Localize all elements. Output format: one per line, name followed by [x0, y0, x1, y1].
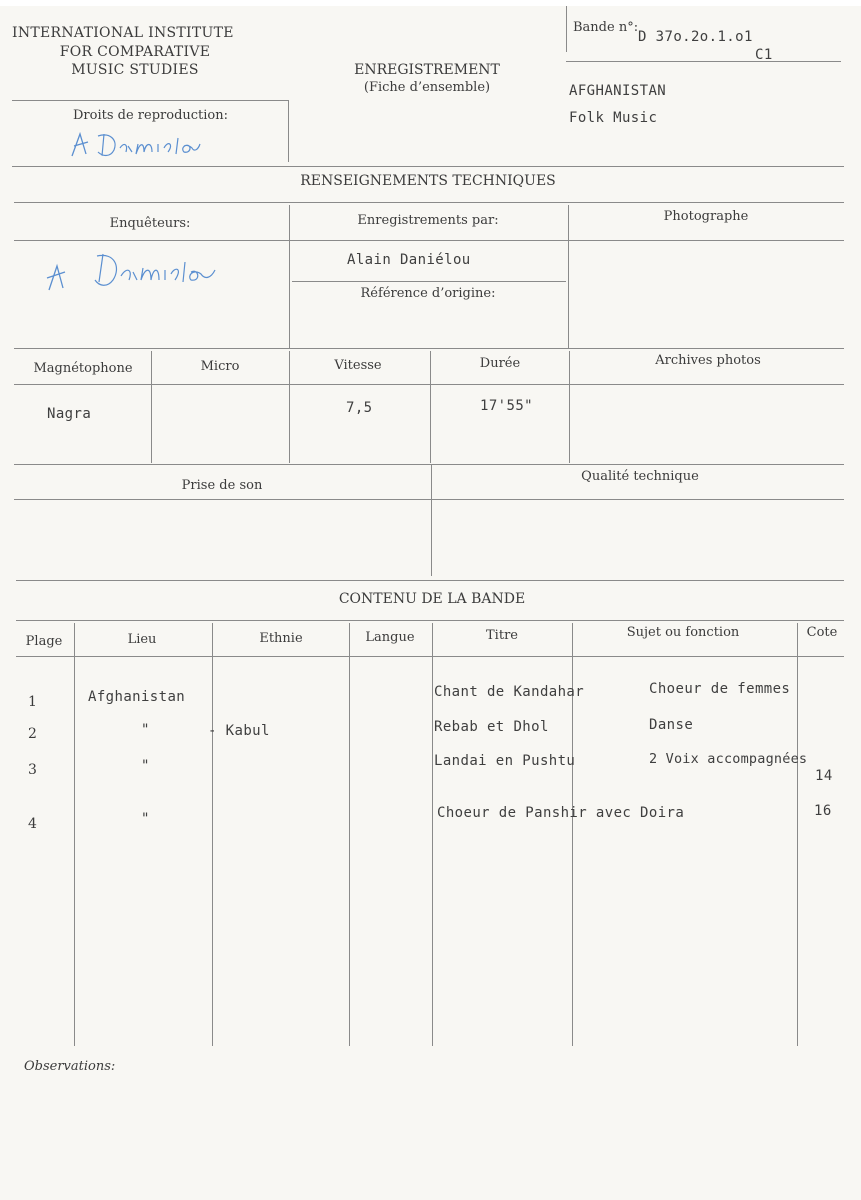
enregistrements-value: Alain Daniélou	[347, 252, 471, 268]
contents-title-rule	[16, 620, 844, 621]
row-3-lieu: "	[141, 758, 150, 774]
prise-header-rule	[14, 499, 844, 500]
row-3-sujet: 2 Voix accompagnées	[649, 751, 808, 767]
observations-label: Observations:	[24, 1059, 116, 1074]
duree-value: 17'55"	[480, 398, 533, 414]
vitesse-value: 7,5	[346, 400, 373, 416]
mag-bottom-rule	[14, 464, 844, 465]
row-3-plage: 3	[28, 762, 37, 778]
row-4-cote: 16	[814, 803, 832, 819]
contents-header-rule	[16, 656, 844, 657]
form-title: ENREGISTREMENT	[354, 62, 500, 78]
rights-label: Droits de reproduction:	[73, 108, 229, 123]
contents-col-1	[74, 623, 75, 1046]
genre-value: Folk Music	[569, 110, 658, 126]
institute-line-2: FOR COMPARATIVE	[59, 44, 211, 60]
index-card	[0, 6, 861, 1200]
column-header-titre: Titre	[486, 628, 518, 643]
enregistrements-label: Enregistrements par:	[357, 213, 499, 228]
prise-col	[431, 464, 432, 576]
row-2-lieu: "	[141, 722, 150, 738]
row-3-titre: Landai en Pushtu	[434, 753, 576, 769]
header-divider	[12, 166, 844, 167]
row-1-plage: 1	[28, 694, 37, 710]
row-3-cote: 14	[815, 768, 833, 784]
micro-label: Micro	[200, 359, 240, 374]
magnetophone-label: Magnétophone	[33, 361, 133, 376]
column-header-sujet: Sujet ou fonction	[626, 625, 740, 640]
tech-section-title: RENSEIGNEMENTS TECHNIQUES	[300, 173, 556, 189]
enqueteurs-signature	[45, 250, 230, 294]
rights-box-top	[12, 100, 288, 101]
bande-number: D 37o.2o.1.o1	[638, 29, 753, 45]
country-value: AFGHANISTAN	[569, 83, 667, 99]
mag-col-3	[430, 351, 431, 463]
vitesse-label: Vitesse	[334, 358, 382, 373]
bande-box-border	[566, 6, 567, 52]
bande-label: Bande n°:	[573, 20, 639, 35]
column-header-plage: Plage	[25, 634, 63, 649]
tech-header-rule	[14, 240, 844, 241]
reference-label: Référence d’origine:	[360, 286, 496, 301]
row-1-lieu: Afghanistan	[88, 689, 186, 705]
tech-row-rule	[14, 348, 844, 349]
tech-title-rule	[14, 202, 844, 203]
column-header-cote: Cote	[806, 625, 838, 640]
enqueteurs-label: Enquêteurs:	[109, 216, 191, 231]
reference-rule	[292, 281, 566, 282]
rights-box-side	[288, 100, 289, 162]
mag-col-4	[569, 351, 570, 463]
row-1-titre: Chant de Kandahar	[434, 684, 585, 700]
row-2-ethnie: - Kabul	[208, 723, 270, 739]
bande-box-bottom	[566, 61, 841, 62]
column-header-ethnie: Ethnie	[259, 631, 303, 646]
row-2-sujet: Danse	[649, 717, 694, 733]
mag-col-2	[289, 351, 290, 463]
tech-col-1	[289, 205, 290, 349]
rights-signature	[68, 128, 213, 164]
row-4-lieu: "	[141, 811, 150, 827]
prise-bottom-rule	[16, 580, 844, 581]
duree-label: Durée	[479, 356, 521, 371]
tech-col-2	[568, 205, 569, 349]
contents-col-6	[797, 623, 798, 1046]
row-2-plage: 2	[28, 726, 37, 742]
form-subtitle: (Fiche d’ensemble)	[363, 80, 491, 95]
row-2-titre: Rebab et Dhol	[434, 719, 549, 735]
contents-section-title: CONTENU DE LA BANDE	[338, 591, 526, 607]
column-header-lieu: Lieu	[127, 632, 157, 647]
mag-header-rule	[14, 384, 844, 385]
photographe-label: Photographe	[663, 209, 749, 224]
archives-label: Archives photos	[655, 353, 761, 368]
institute-line-1: INTERNATIONAL INSTITUTE	[12, 25, 234, 41]
magnetophone-value: Nagra	[47, 406, 92, 422]
prise-label: Prise de son	[181, 478, 263, 493]
contents-col-2	[212, 623, 213, 1046]
contents-col-3	[349, 623, 350, 1046]
mag-col-1	[151, 351, 152, 463]
contents-col-4	[432, 623, 433, 1046]
qualite-label: Qualité technique	[581, 469, 699, 484]
row-4-plage: 4	[28, 816, 37, 832]
column-header-langue: Langue	[365, 630, 415, 645]
bande-code: C1	[755, 47, 773, 63]
row-4-titre: Choeur de Panshir avec Doira	[437, 805, 685, 821]
institute-line-3: MUSIC STUDIES	[71, 62, 199, 78]
row-1-sujet: Choeur de femmes	[649, 681, 791, 697]
